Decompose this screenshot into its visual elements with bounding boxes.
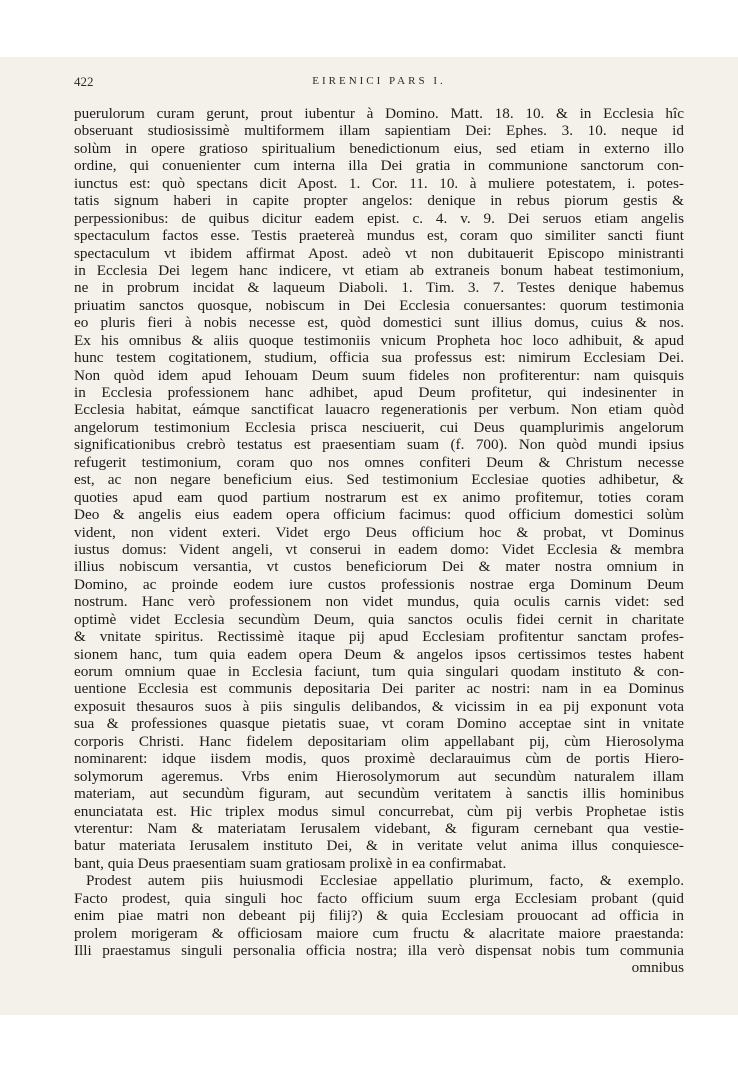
text-line: Deo & angelis eius eadem opera officium facimus: quod officium domestici solùm: [74, 506, 684, 524]
text-line: bant, quia Deus praesentiam suam gratiosam prolixè in ea confirmabat.: [74, 854, 507, 872]
text-line: ordine, qui conuenienter cum interna illa Dei gratia in communione sanctorum con-: [74, 157, 684, 175]
text-line: obseruant studiosissimè multiformem illam sapientiam Dei: Ephes. 3. 10. neque id: [74, 122, 684, 140]
text-line: & vnitate spiritus. Rectissimè itaque pij apud Ecclesiam profitentur sanctam profes-: [74, 628, 684, 646]
text-line: hunc testem cogitationem, studium, officia sua professus est: nimirum Ecclesiam Dei.: [74, 349, 684, 367]
text-line: prolem morigeram & officiosam maiore cum fructu & alacritate maiore praestanda:: [74, 924, 684, 942]
text-line: in Ecclesia professionem hanc adhibet, apud Deum profitetur, qui indesinenter in: [74, 384, 684, 401]
text-line: eo pluris fieri à nobis necesse est, quòd domestici sunt illius domus, cuius & nos.: [74, 314, 684, 332]
text-line: spectaculum vt ibidem affirmat Apost. adeò vt non dubitauerit Episcopo ministranti: [74, 244, 684, 262]
text-line: nostrum. Hanc verò professionem non videt mundus, quia oculis carnis videt: sed: [74, 593, 684, 611]
book-page: [0, 57, 738, 1015]
text-line: Ecclesia habitat, eámque sanctificat lauacro regenerationis per verbum. Non etiam quòd: [74, 401, 684, 419]
text-line: optimè videt Ecclesia secundùm Deum, quia sanctos oculis fidei cernit in charitate: [74, 610, 684, 628]
text-line: solùm in opere gratioso spiritualium benedictionum eius, sed etiam in externo illo: [74, 139, 684, 157]
text-line: solymorum ageremus. Vrbs enim Hierosolymorum aut secundùm naturalem illam: [74, 767, 684, 785]
page-number: 422: [74, 74, 94, 89]
text-line: batur materiata Ierusalem instituto Dei, & in veritate velut anima illus conquiesce-: [74, 837, 684, 855]
text-line: vterentur: Nam & materiatam Ierusalem videbant, & figuram cernebant qua vestie-: [74, 819, 684, 837]
text-line: enunciatata est. Hic triplex modus simul concurrebat, cùm pij verbis Prophetae istis: [74, 802, 684, 820]
text-line: vident, non vident exteri. Videt ergo Deus officium hoc & probat, vt Dominus: [74, 523, 684, 541]
text-line: materiam, aut secundùm figuram, aut secundùm veritatem à sanctis illis hominibus: [74, 785, 684, 803]
text-line: quoties apud eam quod partium nostrarum est ex animo profitemur, toties coram: [74, 488, 684, 506]
text-line: in Ecclesia Dei legem hanc indicere, vt etiam ab extraneis bonum habeat testimonium,: [74, 261, 684, 279]
page-header: [74, 74, 684, 94]
text-line: Prodest autem piis huiusmodi Ecclesiae appellatio plurimum, facto, & exemplo.: [86, 872, 684, 890]
text-line: Ex his omnibus & aliis quoque testimoniis vnicum Propheta hoc loco adhibuit, & apud: [74, 331, 684, 349]
text-line: eorum omnium quae in Ecclesia faciunt, tum quia singulari quodam instituto & con-: [74, 663, 684, 680]
text-line: corporis Christi. Hanc fidelem depositariam olim appellabant pij, cùm Hierosolyma: [74, 732, 684, 750]
text-line: omnibus: [631, 959, 684, 977]
text-line: Facto prodest, quia singuli hoc facto officium suum erga Ecclesiam probant (quid: [74, 889, 684, 907]
text-line: ne in probrum incidat & laqueum Diaboli. 1. Tim. 3. 7. Testes denique habemus: [74, 279, 684, 297]
text-line: refugerit testimonium, coram quo nos omnes confiteri Deum & Christum necesse: [74, 453, 684, 471]
text-line: significationibus crebrò testatus est praesentiam suam (f. 700). Non quòd mundi ipsius: [74, 436, 684, 454]
text-line: spectaculum factos esse. Testis praetereà mundus est, coram quo similiter sancti fiunt: [74, 227, 684, 245]
text-line: puerulorum curam gerunt, prout iubentur à Domino. Matt. 18. 10. & in Ecclesia hîc: [74, 105, 684, 122]
text-line: est, ac non negare beneficium eius. Sed testimonium Ecclesiae quoties adhibetur, &: [74, 471, 684, 489]
text-line: perpessionibus: de quibus dicitur eadem epist. c. 4. v. 9. Dei seruos etiam angelis: [74, 209, 684, 227]
text-line: exposuit thesauros suos à piis singulis delibandos, & vicissim in ea pij exponunt vota: [74, 697, 684, 715]
body-text: [74, 105, 684, 977]
text-line: sua & professiones quasque pietatis suae, vt coram Domino acceptae sint in vnitate: [74, 715, 684, 733]
text-line: uentione Ecclesia est communis depositaria Dei pariter ac nostri: nam in ea Dominus: [74, 680, 684, 698]
text-line: iustus domus: Vident angeli, vt conserui in eadem domo: Videt Ecclesia & membra: [74, 540, 684, 558]
text-line: sionem hanc, tum quia eadem opera Deum & angelos ipsos certissimos testes habent: [74, 645, 684, 663]
text-line: enim piae matri non debeant pij filij?) & quia Ecclesiam prouocant ad officia in: [74, 907, 684, 925]
text-line: tatis signum haberi in capite propter angelos: denique in rebus piorum gestis &: [74, 192, 684, 210]
text-line: Non quòd idem apud Iehouam Deum suum fideles non profiterentur: nam quisquis: [74, 366, 684, 384]
text-line: angelorum testimonium Ecclesia prisca nesciuerit, cui Deus quamplurimis angelorum: [74, 418, 684, 436]
text-line: nominarent: idque iisdem modis, quos proximè declarauimus cùm de portis Hiero-: [74, 750, 684, 768]
text-line: Illi praestamus singuli personalia officia nostra; illa verò dispensat nobis tum communia: [74, 942, 684, 959]
text-line: priuatim sanctos quosque, nobiscum in Dei Ecclesia conuersantes: quorum testimonia: [74, 296, 684, 314]
text-line: iunctus est: quò spectans dicit Apost. 1. Cor. 11. 10. à muliere potestatem, i. potes-: [74, 174, 684, 192]
running-head: EIRENICI PARS I.: [312, 75, 446, 87]
text-line: Domino, ac proinde eodem iure custos professionis nostrae erga Dominum Deum: [74, 575, 684, 593]
text-line: illius nobiscum versantia, vt custos beneficiorum Dei & mater nostra omnium in: [74, 558, 684, 576]
